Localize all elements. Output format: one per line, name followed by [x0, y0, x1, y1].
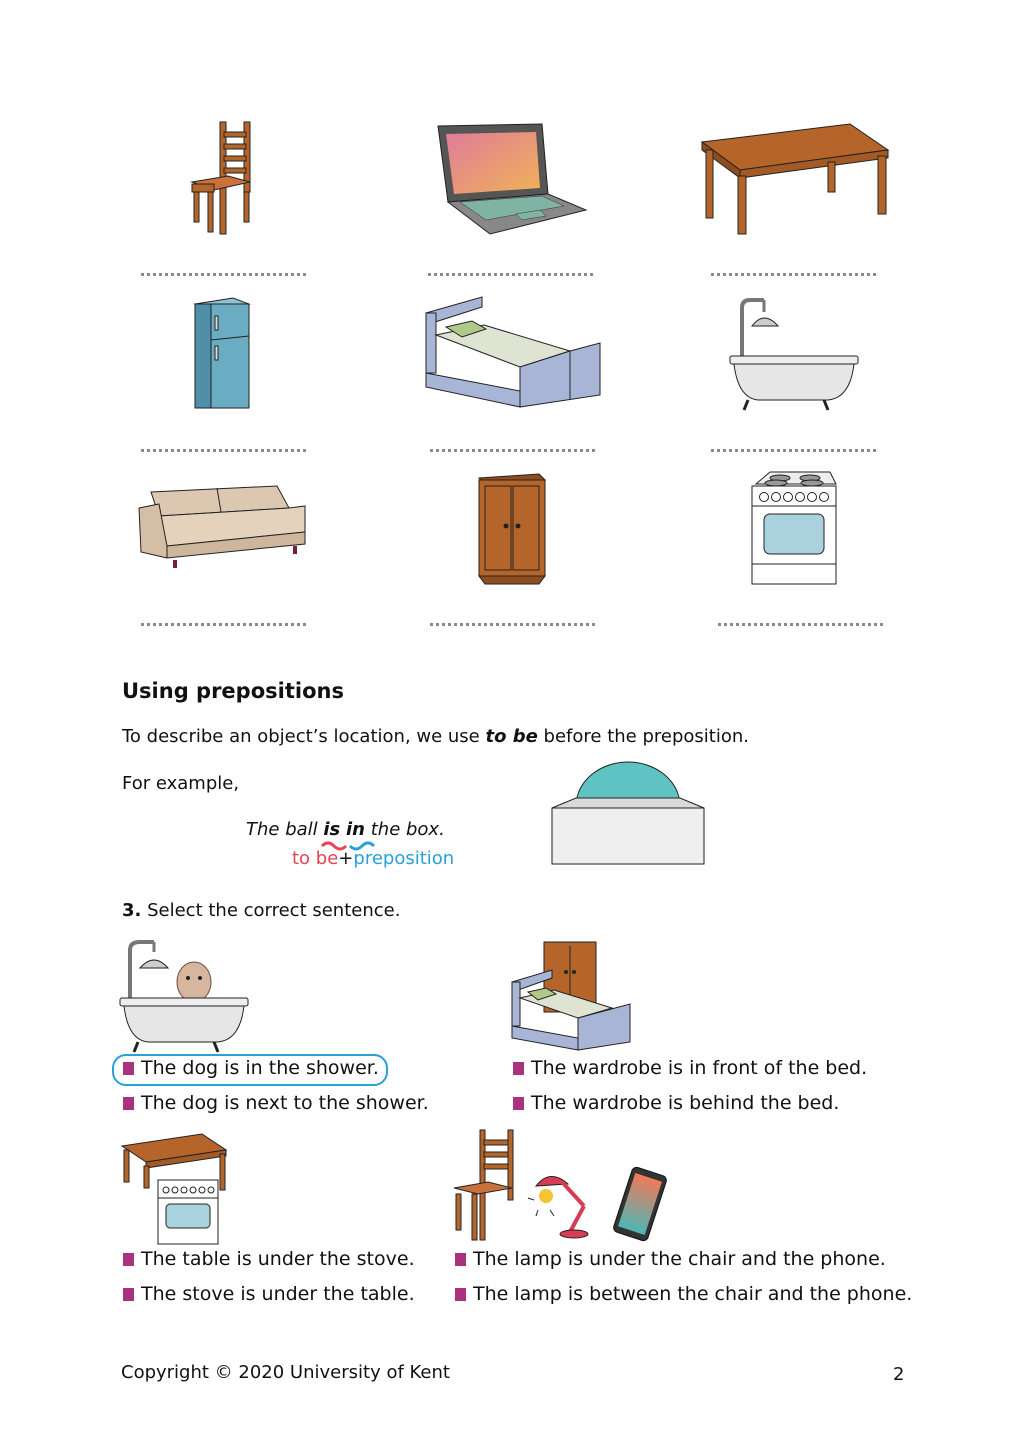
example-sentence: The ball is in the box.: [246, 819, 445, 840]
answer-blank[interactable]: [711, 449, 876, 452]
example-verb: is: [323, 819, 341, 840]
checkbox-icon[interactable]: [513, 1062, 524, 1075]
answer-blank[interactable]: [141, 623, 306, 626]
example-label: For example,: [122, 773, 240, 794]
option-wardrobe-behind[interactable]: The wardrobe is behind the bed.: [513, 1092, 839, 1114]
chair-image: [188, 120, 254, 238]
option-dog-next-to-shower[interactable]: The dog is next to the shower.: [123, 1092, 429, 1114]
laptop-image: [430, 122, 590, 238]
checkbox-icon[interactable]: [513, 1097, 524, 1110]
checkbox-icon[interactable]: [455, 1253, 466, 1266]
option-wardrobe-in-front[interactable]: The wardrobe is in front of the bed.: [513, 1057, 867, 1079]
answer-blank[interactable]: [430, 623, 595, 626]
section-title: Using prepositions: [122, 679, 344, 703]
option-stove-under-table[interactable]: The stove is under the table.: [123, 1283, 415, 1305]
example-preposition: in: [346, 819, 365, 840]
checkbox-icon[interactable]: [123, 1097, 134, 1110]
table-image: [700, 122, 890, 238]
bed-and-wardrobe-image: [510, 938, 634, 1054]
to-be-emphasis: to be: [485, 726, 538, 747]
checkbox-icon[interactable]: [123, 1253, 134, 1266]
answer-blank[interactable]: [141, 273, 306, 276]
option-lamp-between[interactable]: The lamp is between the chair and the phone.: [455, 1283, 912, 1305]
fridge-image: [193, 296, 253, 412]
ball-in-box-image: [550, 760, 706, 868]
bathtub-image: [728, 296, 860, 412]
question-3: 3. Select the correct sentence.: [122, 900, 401, 921]
answer-blank[interactable]: [711, 273, 876, 276]
stove-image: [750, 470, 838, 586]
answer-blank[interactable]: [430, 449, 595, 452]
option-table-under-stove[interactable]: The table is under the stove.: [123, 1248, 415, 1270]
checkbox-icon[interactable]: [123, 1062, 134, 1075]
page-number: 2: [893, 1364, 905, 1385]
example-legend: to be+preposition: [292, 848, 455, 869]
chair-lamp-phone-image: [450, 1128, 670, 1246]
answer-blank[interactable]: [141, 449, 306, 452]
copyright-footer: Copyright © 2020 University of Kent: [121, 1362, 450, 1383]
answer-blank[interactable]: [718, 623, 883, 626]
option-dog-in-shower[interactable]: The dog is in the shower.: [123, 1057, 379, 1079]
bed-image: [424, 295, 602, 409]
intro-text: To describe an object’s location, we use to be before the preposition.: [122, 726, 749, 747]
wardrobe-image: [475, 472, 549, 586]
checkbox-icon[interactable]: [455, 1288, 466, 1301]
dog-in-bathtub-image: [118, 938, 252, 1054]
checkbox-icon[interactable]: [123, 1288, 134, 1301]
option-lamp-under[interactable]: The lamp is under the chair and the phone.: [455, 1248, 886, 1270]
table-over-stove-image: [120, 1132, 230, 1248]
answer-blank[interactable]: [428, 273, 593, 276]
sofa-image: [137, 484, 309, 570]
